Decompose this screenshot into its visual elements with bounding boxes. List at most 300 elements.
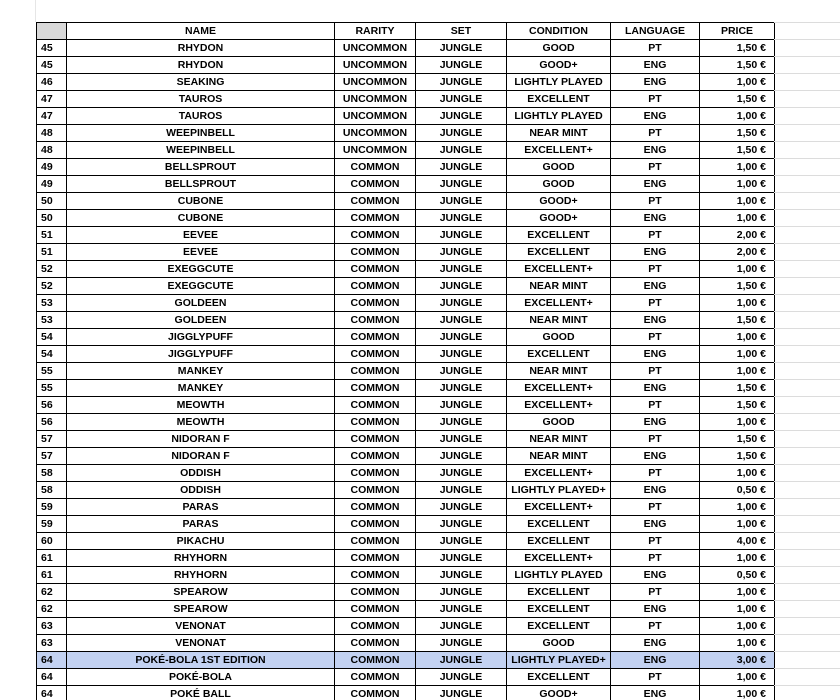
- condition-cell[interactable]: LIGHTLY PLAYED: [507, 108, 611, 125]
- table-row[interactable]: [37, 193, 775, 210]
- condition-cell[interactable]: GOOD: [507, 40, 611, 57]
- price-cell[interactable]: 3,00 €: [700, 652, 775, 669]
- card-name-cell[interactable]: JIGGLYPUFF: [67, 329, 335, 346]
- language-cell[interactable]: PT: [611, 499, 700, 516]
- table-row[interactable]: [37, 635, 775, 652]
- set-cell[interactable]: JUNGLE: [416, 414, 507, 431]
- rarity-cell[interactable]: UNCOMMON: [335, 142, 416, 159]
- corner-cell[interactable]: [37, 23, 67, 40]
- set-cell[interactable]: JUNGLE: [416, 91, 507, 108]
- rarity-cell[interactable]: COMMON: [335, 414, 416, 431]
- card-number-cell[interactable]: 52: [37, 261, 67, 278]
- price-cell[interactable]: 1,00 €: [700, 669, 775, 686]
- table-row[interactable]: [37, 57, 775, 74]
- card-number-cell[interactable]: 60: [37, 533, 67, 550]
- condition-cell[interactable]: EXCELLENT+: [507, 261, 611, 278]
- set-cell[interactable]: JUNGLE: [416, 567, 507, 584]
- price-cell[interactable]: 1,00 €: [700, 193, 775, 210]
- language-cell[interactable]: PT: [611, 159, 700, 176]
- card-number-cell[interactable]: 55: [37, 380, 67, 397]
- language-cell[interactable]: ENG: [611, 108, 700, 125]
- card-name-cell[interactable]: WEEPINBELL: [67, 142, 335, 159]
- price-cell[interactable]: 4,00 €: [700, 533, 775, 550]
- card-name-cell[interactable]: MANKEY: [67, 363, 335, 380]
- card-number-cell[interactable]: 63: [37, 618, 67, 635]
- rarity-cell[interactable]: COMMON: [335, 618, 416, 635]
- language-cell[interactable]: PT: [611, 91, 700, 108]
- language-cell[interactable]: ENG: [611, 278, 700, 295]
- card-number-cell[interactable]: 53: [37, 295, 67, 312]
- condition-cell[interactable]: GOOD+: [507, 210, 611, 227]
- card-number-cell[interactable]: 52: [37, 278, 67, 295]
- table-row[interactable]: [37, 227, 775, 244]
- table-row[interactable]: [37, 516, 775, 533]
- language-cell[interactable]: PT: [611, 363, 700, 380]
- set-cell[interactable]: JUNGLE: [416, 618, 507, 635]
- set-cell[interactable]: JUNGLE: [416, 380, 507, 397]
- rarity-cell[interactable]: COMMON: [335, 193, 416, 210]
- language-cell[interactable]: ENG: [611, 244, 700, 261]
- set-cell[interactable]: JUNGLE: [416, 431, 507, 448]
- condition-cell[interactable]: EXCELLENT: [507, 584, 611, 601]
- card-number-cell[interactable]: 62: [37, 601, 67, 618]
- set-cell[interactable]: JUNGLE: [416, 278, 507, 295]
- table-row[interactable]: [37, 329, 775, 346]
- rarity-cell[interactable]: COMMON: [335, 499, 416, 516]
- condition-cell[interactable]: GOOD+: [507, 193, 611, 210]
- condition-cell[interactable]: EXCELLENT+: [507, 397, 611, 414]
- condition-cell[interactable]: EXCELLENT+: [507, 465, 611, 482]
- card-name-cell[interactable]: EXEGGCUTE: [67, 261, 335, 278]
- rarity-cell[interactable]: COMMON: [335, 533, 416, 550]
- set-cell[interactable]: JUNGLE: [416, 210, 507, 227]
- set-cell[interactable]: JUNGLE: [416, 363, 507, 380]
- card-name-cell[interactable]: JIGGLYPUFF: [67, 346, 335, 363]
- language-cell[interactable]: ENG: [611, 176, 700, 193]
- card-name-cell[interactable]: RHYHORN: [67, 550, 335, 567]
- language-cell[interactable]: PT: [611, 295, 700, 312]
- condition-cell[interactable]: GOOD: [507, 329, 611, 346]
- language-cell[interactable]: ENG: [611, 601, 700, 618]
- table-row[interactable]: [37, 652, 775, 669]
- set-cell[interactable]: JUNGLE: [416, 261, 507, 278]
- language-cell[interactable]: ENG: [611, 312, 700, 329]
- set-cell[interactable]: JUNGLE: [416, 533, 507, 550]
- set-cell[interactable]: JUNGLE: [416, 312, 507, 329]
- rarity-cell[interactable]: COMMON: [335, 669, 416, 686]
- language-cell[interactable]: PT: [611, 193, 700, 210]
- price-cell[interactable]: 1,50 €: [700, 448, 775, 465]
- language-cell[interactable]: PT: [611, 125, 700, 142]
- rarity-cell[interactable]: COMMON: [335, 176, 416, 193]
- price-cell[interactable]: 1,00 €: [700, 159, 775, 176]
- language-cell[interactable]: PT: [611, 533, 700, 550]
- card-name-cell[interactable]: RHYDON: [67, 57, 335, 74]
- table-row[interactable]: [37, 380, 775, 397]
- set-cell[interactable]: JUNGLE: [416, 346, 507, 363]
- condition-cell[interactable]: GOOD+: [507, 57, 611, 74]
- rarity-cell[interactable]: COMMON: [335, 346, 416, 363]
- card-name-cell[interactable]: TAUROS: [67, 108, 335, 125]
- condition-cell[interactable]: LIGHTLY PLAYED: [507, 74, 611, 91]
- language-cell[interactable]: ENG: [611, 142, 700, 159]
- set-cell[interactable]: JUNGLE: [416, 176, 507, 193]
- rarity-cell[interactable]: COMMON: [335, 635, 416, 652]
- table-row[interactable]: [37, 142, 775, 159]
- table-row[interactable]: [37, 482, 775, 499]
- condition-cell[interactable]: NEAR MINT: [507, 125, 611, 142]
- price-cell[interactable]: 1,00 €: [700, 176, 775, 193]
- table-row[interactable]: [37, 448, 775, 465]
- language-cell[interactable]: ENG: [611, 652, 700, 669]
- price-cell[interactable]: 1,00 €: [700, 261, 775, 278]
- card-number-cell[interactable]: 56: [37, 397, 67, 414]
- table-row[interactable]: [37, 686, 775, 700]
- card-name-cell[interactable]: WEEPINBELL: [67, 125, 335, 142]
- table-row[interactable]: [37, 601, 775, 618]
- table-row[interactable]: [37, 261, 775, 278]
- card-number-cell[interactable]: 58: [37, 465, 67, 482]
- card-number-cell[interactable]: 45: [37, 57, 67, 74]
- set-cell[interactable]: JUNGLE: [416, 652, 507, 669]
- card-number-cell[interactable]: 63: [37, 635, 67, 652]
- language-cell[interactable]: PT: [611, 227, 700, 244]
- rarity-cell[interactable]: COMMON: [335, 227, 416, 244]
- rarity-cell[interactable]: UNCOMMON: [335, 74, 416, 91]
- rarity-cell[interactable]: UNCOMMON: [335, 125, 416, 142]
- rarity-cell[interactable]: COMMON: [335, 686, 416, 700]
- card-number-cell[interactable]: 56: [37, 414, 67, 431]
- table-row[interactable]: [37, 91, 775, 108]
- table-row[interactable]: [37, 40, 775, 57]
- language-cell[interactable]: ENG: [611, 74, 700, 91]
- set-cell[interactable]: JUNGLE: [416, 669, 507, 686]
- card-name-cell[interactable]: ODDISH: [67, 482, 335, 499]
- set-cell[interactable]: JUNGLE: [416, 57, 507, 74]
- set-cell[interactable]: JUNGLE: [416, 125, 507, 142]
- language-cell[interactable]: ENG: [611, 686, 700, 700]
- price-cell[interactable]: 1,00 €: [700, 295, 775, 312]
- table-row[interactable]: [37, 584, 775, 601]
- table-row[interactable]: [37, 669, 775, 686]
- condition-cell[interactable]: EXCELLENT+: [507, 499, 611, 516]
- condition-cell[interactable]: LIGHTLY PLAYED+: [507, 652, 611, 669]
- price-cell[interactable]: 1,50 €: [700, 431, 775, 448]
- card-number-cell[interactable]: 51: [37, 244, 67, 261]
- rarity-cell[interactable]: COMMON: [335, 159, 416, 176]
- price-cell[interactable]: 2,00 €: [700, 244, 775, 261]
- card-name-cell[interactable]: RHYDON: [67, 40, 335, 57]
- price-cell[interactable]: 1,00 €: [700, 516, 775, 533]
- header-condition[interactable]: CONDITION: [507, 23, 611, 40]
- set-cell[interactable]: JUNGLE: [416, 397, 507, 414]
- language-cell[interactable]: ENG: [611, 448, 700, 465]
- price-cell[interactable]: 1,50 €: [700, 40, 775, 57]
- condition-cell[interactable]: LIGHTLY PLAYED+: [507, 482, 611, 499]
- condition-cell[interactable]: NEAR MINT: [507, 363, 611, 380]
- language-cell[interactable]: PT: [611, 465, 700, 482]
- card-name-cell[interactable]: MEOWTH: [67, 397, 335, 414]
- set-cell[interactable]: JUNGLE: [416, 601, 507, 618]
- price-cell[interactable]: 1,50 €: [700, 57, 775, 74]
- language-cell[interactable]: ENG: [611, 380, 700, 397]
- table-row[interactable]: [37, 465, 775, 482]
- set-cell[interactable]: JUNGLE: [416, 227, 507, 244]
- set-cell[interactable]: JUNGLE: [416, 686, 507, 700]
- card-name-cell[interactable]: GOLDEEN: [67, 312, 335, 329]
- price-cell[interactable]: 1,00 €: [700, 108, 775, 125]
- card-number-cell[interactable]: 61: [37, 567, 67, 584]
- condition-cell[interactable]: EXCELLENT: [507, 346, 611, 363]
- table-row[interactable]: [37, 74, 775, 91]
- rarity-cell[interactable]: COMMON: [335, 652, 416, 669]
- rarity-cell[interactable]: COMMON: [335, 380, 416, 397]
- card-number-cell[interactable]: 47: [37, 91, 67, 108]
- price-cell[interactable]: 1,00 €: [700, 499, 775, 516]
- language-cell[interactable]: PT: [611, 584, 700, 601]
- card-number-cell[interactable]: 55: [37, 363, 67, 380]
- condition-cell[interactable]: NEAR MINT: [507, 312, 611, 329]
- card-name-cell[interactable]: POKÉ BALL: [67, 686, 335, 700]
- language-cell[interactable]: ENG: [611, 414, 700, 431]
- card-name-cell[interactable]: EEVEE: [67, 244, 335, 261]
- rarity-cell[interactable]: COMMON: [335, 550, 416, 567]
- price-cell[interactable]: 1,50 €: [700, 125, 775, 142]
- card-number-cell[interactable]: 48: [37, 125, 67, 142]
- card-number-cell[interactable]: 45: [37, 40, 67, 57]
- set-cell[interactable]: JUNGLE: [416, 74, 507, 91]
- card-name-cell[interactable]: POKÉ-BOLA 1ST EDITION: [67, 652, 335, 669]
- card-name-cell[interactable]: NIDORAN F: [67, 448, 335, 465]
- rarity-cell[interactable]: UNCOMMON: [335, 91, 416, 108]
- price-cell[interactable]: 1,00 €: [700, 414, 775, 431]
- price-cell[interactable]: 1,00 €: [700, 584, 775, 601]
- set-cell[interactable]: JUNGLE: [416, 193, 507, 210]
- header-set[interactable]: SET: [416, 23, 507, 40]
- condition-cell[interactable]: LIGHTLY PLAYED: [507, 567, 611, 584]
- rarity-cell[interactable]: COMMON: [335, 431, 416, 448]
- language-cell[interactable]: ENG: [611, 482, 700, 499]
- card-name-cell[interactable]: VENONAT: [67, 618, 335, 635]
- condition-cell[interactable]: EXCELLENT+: [507, 380, 611, 397]
- rarity-cell[interactable]: COMMON: [335, 244, 416, 261]
- price-cell[interactable]: 1,50 €: [700, 142, 775, 159]
- price-cell[interactable]: 1,50 €: [700, 380, 775, 397]
- condition-cell[interactable]: GOOD: [507, 635, 611, 652]
- language-cell[interactable]: ENG: [611, 346, 700, 363]
- header-rarity[interactable]: RARITY: [335, 23, 416, 40]
- price-cell[interactable]: 1,50 €: [700, 397, 775, 414]
- card-name-cell[interactable]: BELLSPROUT: [67, 176, 335, 193]
- condition-cell[interactable]: EXCELLENT+: [507, 142, 611, 159]
- card-name-cell[interactable]: MEOWTH: [67, 414, 335, 431]
- language-cell[interactable]: PT: [611, 618, 700, 635]
- table-row[interactable]: [37, 312, 775, 329]
- table-row[interactable]: [37, 397, 775, 414]
- card-number-cell[interactable]: 49: [37, 176, 67, 193]
- language-cell[interactable]: PT: [611, 329, 700, 346]
- card-number-cell[interactable]: 47: [37, 108, 67, 125]
- card-name-cell[interactable]: PARAS: [67, 516, 335, 533]
- condition-cell[interactable]: EXCELLENT: [507, 669, 611, 686]
- table-row[interactable]: [37, 499, 775, 516]
- rarity-cell[interactable]: COMMON: [335, 584, 416, 601]
- language-cell[interactable]: ENG: [611, 635, 700, 652]
- set-cell[interactable]: JUNGLE: [416, 465, 507, 482]
- table-row[interactable]: [37, 159, 775, 176]
- set-cell[interactable]: JUNGLE: [416, 244, 507, 261]
- rarity-cell[interactable]: UNCOMMON: [335, 40, 416, 57]
- price-cell[interactable]: 1,00 €: [700, 618, 775, 635]
- condition-cell[interactable]: EXCELLENT: [507, 516, 611, 533]
- rarity-cell[interactable]: UNCOMMON: [335, 57, 416, 74]
- card-number-cell[interactable]: 58: [37, 482, 67, 499]
- condition-cell[interactable]: GOOD: [507, 176, 611, 193]
- rarity-cell[interactable]: COMMON: [335, 482, 416, 499]
- table-row[interactable]: [37, 414, 775, 431]
- condition-cell[interactable]: NEAR MINT: [507, 431, 611, 448]
- rarity-cell[interactable]: COMMON: [335, 363, 416, 380]
- price-cell[interactable]: 1,00 €: [700, 74, 775, 91]
- table-row[interactable]: [37, 431, 775, 448]
- table-row[interactable]: [37, 567, 775, 584]
- language-cell[interactable]: PT: [611, 431, 700, 448]
- card-number-cell[interactable]: 61: [37, 550, 67, 567]
- language-cell[interactable]: PT: [611, 40, 700, 57]
- rarity-cell[interactable]: UNCOMMON: [335, 108, 416, 125]
- card-name-cell[interactable]: EEVEE: [67, 227, 335, 244]
- header-price[interactable]: PRICE: [700, 23, 775, 40]
- set-cell[interactable]: JUNGLE: [416, 584, 507, 601]
- card-name-cell[interactable]: PIKACHU: [67, 533, 335, 550]
- language-cell[interactable]: ENG: [611, 567, 700, 584]
- condition-cell[interactable]: GOOD: [507, 159, 611, 176]
- set-cell[interactable]: JUNGLE: [416, 142, 507, 159]
- rarity-cell[interactable]: COMMON: [335, 601, 416, 618]
- set-cell[interactable]: JUNGLE: [416, 108, 507, 125]
- card-name-cell[interactable]: SEAKING: [67, 74, 335, 91]
- card-name-cell[interactable]: VENONAT: [67, 635, 335, 652]
- language-cell[interactable]: ENG: [611, 210, 700, 227]
- table-row[interactable]: [37, 363, 775, 380]
- card-name-cell[interactable]: ODDISH: [67, 465, 335, 482]
- card-number-cell[interactable]: 50: [37, 210, 67, 227]
- card-name-cell[interactable]: RHYHORN: [67, 567, 335, 584]
- price-cell[interactable]: 1,00 €: [700, 210, 775, 227]
- condition-cell[interactable]: EXCELLENT: [507, 533, 611, 550]
- rarity-cell[interactable]: COMMON: [335, 397, 416, 414]
- language-cell[interactable]: PT: [611, 397, 700, 414]
- table-row[interactable]: [37, 176, 775, 193]
- card-name-cell[interactable]: TAUROS: [67, 91, 335, 108]
- price-cell[interactable]: 0,50 €: [700, 482, 775, 499]
- card-number-cell[interactable]: 54: [37, 329, 67, 346]
- condition-cell[interactable]: EXCELLENT: [507, 618, 611, 635]
- card-name-cell[interactable]: SPEAROW: [67, 584, 335, 601]
- card-name-cell[interactable]: NIDORAN F: [67, 431, 335, 448]
- card-name-cell[interactable]: POKÉ-BOLA: [67, 669, 335, 686]
- rarity-cell[interactable]: COMMON: [335, 295, 416, 312]
- price-cell[interactable]: 1,00 €: [700, 346, 775, 363]
- card-number-cell[interactable]: 51: [37, 227, 67, 244]
- rarity-cell[interactable]: COMMON: [335, 448, 416, 465]
- card-number-cell[interactable]: 59: [37, 499, 67, 516]
- card-number-cell[interactable]: 64: [37, 686, 67, 700]
- condition-cell[interactable]: NEAR MINT: [507, 448, 611, 465]
- rarity-cell[interactable]: COMMON: [335, 516, 416, 533]
- card-name-cell[interactable]: MANKEY: [67, 380, 335, 397]
- language-cell[interactable]: PT: [611, 669, 700, 686]
- card-number-cell[interactable]: 64: [37, 669, 67, 686]
- table-row[interactable]: [37, 210, 775, 227]
- card-number-cell[interactable]: 62: [37, 584, 67, 601]
- card-number-cell[interactable]: 48: [37, 142, 67, 159]
- card-name-cell[interactable]: EXEGGCUTE: [67, 278, 335, 295]
- table-row[interactable]: [37, 550, 775, 567]
- set-cell[interactable]: JUNGLE: [416, 635, 507, 652]
- condition-cell[interactable]: GOOD+: [507, 686, 611, 700]
- price-cell[interactable]: 1,00 €: [700, 686, 775, 700]
- table-row[interactable]: [37, 346, 775, 363]
- card-number-cell[interactable]: 49: [37, 159, 67, 176]
- rarity-cell[interactable]: COMMON: [335, 567, 416, 584]
- header-language[interactable]: LANGUAGE: [611, 23, 700, 40]
- set-cell[interactable]: JUNGLE: [416, 329, 507, 346]
- price-cell[interactable]: 1,00 €: [700, 329, 775, 346]
- card-name-cell[interactable]: SPEAROW: [67, 601, 335, 618]
- price-cell[interactable]: 1,00 €: [700, 635, 775, 652]
- set-cell[interactable]: JUNGLE: [416, 295, 507, 312]
- rarity-cell[interactable]: COMMON: [335, 210, 416, 227]
- set-cell[interactable]: JUNGLE: [416, 448, 507, 465]
- table-row[interactable]: [37, 125, 775, 142]
- card-number-cell[interactable]: 59: [37, 516, 67, 533]
- condition-cell[interactable]: EXCELLENT: [507, 244, 611, 261]
- set-cell[interactable]: JUNGLE: [416, 482, 507, 499]
- price-cell[interactable]: 0,50 €: [700, 567, 775, 584]
- card-number-cell[interactable]: 54: [37, 346, 67, 363]
- price-cell[interactable]: 1,00 €: [700, 601, 775, 618]
- card-name-cell[interactable]: BELLSPROUT: [67, 159, 335, 176]
- price-cell[interactable]: 1,00 €: [700, 465, 775, 482]
- language-cell[interactable]: ENG: [611, 57, 700, 74]
- card-number-cell[interactable]: 64: [37, 652, 67, 669]
- price-cell[interactable]: 1,00 €: [700, 363, 775, 380]
- language-cell[interactable]: ENG: [611, 516, 700, 533]
- rarity-cell[interactable]: COMMON: [335, 312, 416, 329]
- set-cell[interactable]: JUNGLE: [416, 550, 507, 567]
- condition-cell[interactable]: EXCELLENT: [507, 601, 611, 618]
- rarity-cell[interactable]: COMMON: [335, 329, 416, 346]
- price-cell[interactable]: 1,50 €: [700, 278, 775, 295]
- card-number-cell[interactable]: 53: [37, 312, 67, 329]
- table-row[interactable]: [37, 244, 775, 261]
- condition-cell[interactable]: EXCELLENT+: [507, 295, 611, 312]
- rarity-cell[interactable]: COMMON: [335, 465, 416, 482]
- set-cell[interactable]: JUNGLE: [416, 159, 507, 176]
- table-row[interactable]: [37, 295, 775, 312]
- condition-cell[interactable]: EXCELLENT: [507, 91, 611, 108]
- card-name-cell[interactable]: GOLDEEN: [67, 295, 335, 312]
- language-cell[interactable]: PT: [611, 550, 700, 567]
- set-cell[interactable]: JUNGLE: [416, 499, 507, 516]
- set-cell[interactable]: JUNGLE: [416, 516, 507, 533]
- price-cell[interactable]: 1,50 €: [700, 312, 775, 329]
- card-name-cell[interactable]: PARAS: [67, 499, 335, 516]
- header-name[interactable]: NAME: [67, 23, 335, 40]
- table-row[interactable]: [37, 278, 775, 295]
- card-number-cell[interactable]: 50: [37, 193, 67, 210]
